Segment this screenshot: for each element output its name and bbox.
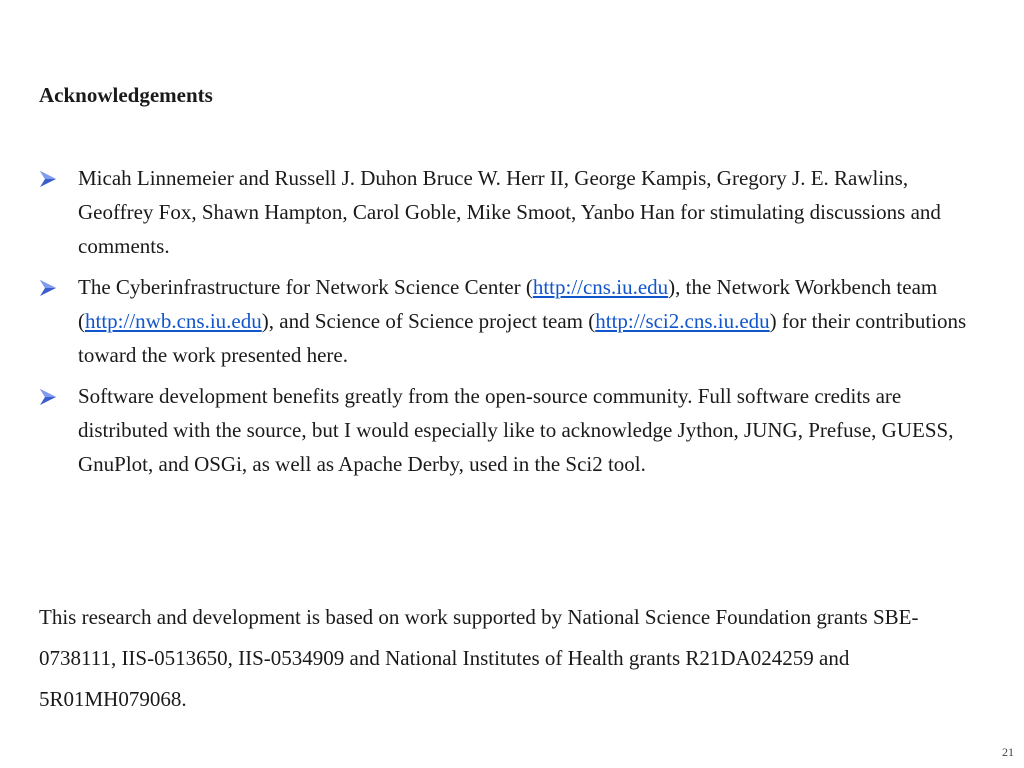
- arrowhead-bullet-icon: [39, 279, 57, 297]
- text-segment: ) for their contributions toward the work presented here.: [78, 309, 967, 367]
- cns-link[interactable]: http://cns.iu.edu: [532, 275, 669, 299]
- nwb-link[interactable]: http://nwb.cns.iu.edu: [85, 309, 262, 333]
- page-title: Acknowledgements: [39, 83, 213, 107]
- list-item-text: [78, 270, 979, 372]
- page-number: 21: [1002, 745, 1014, 759]
- funding-statement: This research and development is based on work supported by National Science Foundation grants SBE-0738111, IIS-0513650, IIS-0534909 and National Institutes of Health grants R21DA024259 and 5R01MH079068.: [39, 605, 919, 711]
- acknowledgement-list: [39, 161, 979, 488]
- list-item-software: [39, 379, 979, 481]
- sci2-link[interactable]: http://sci2.cns.iu.edu: [595, 309, 770, 333]
- list-item-people: [39, 161, 979, 263]
- text-segment: The Cyberinfrastructure for Network Science Center (: [78, 275, 533, 299]
- list-item-text: Micah Linnemeier and Russell J. Duhon Bruce W. Herr II, George Kampis, Gregory J. E. Rawlins, Geoffrey Fox, Shawn Hampton, Carol Goble, Mike Smoot, Yanbo Han for stimulating discussions and comments.: [78, 166, 941, 258]
- list-item-text: Software development benefits greatly from the open-source community. Full software credits are distributed with the source, but I would especially like to acknowledge Jython, JUNG, Prefuse, GUESS, GnuPlot, and OSGi, as well as Apache Derby, used in the Sci2 tool.: [78, 384, 954, 476]
- arrowhead-bullet-icon: [39, 388, 57, 406]
- list-item-centers: [39, 270, 979, 372]
- arrowhead-bullet-icon: [39, 170, 57, 188]
- text-segment: ), the Network Workbench team (: [78, 275, 938, 333]
- text-segment: ), and Science of Science project team (: [261, 309, 596, 333]
